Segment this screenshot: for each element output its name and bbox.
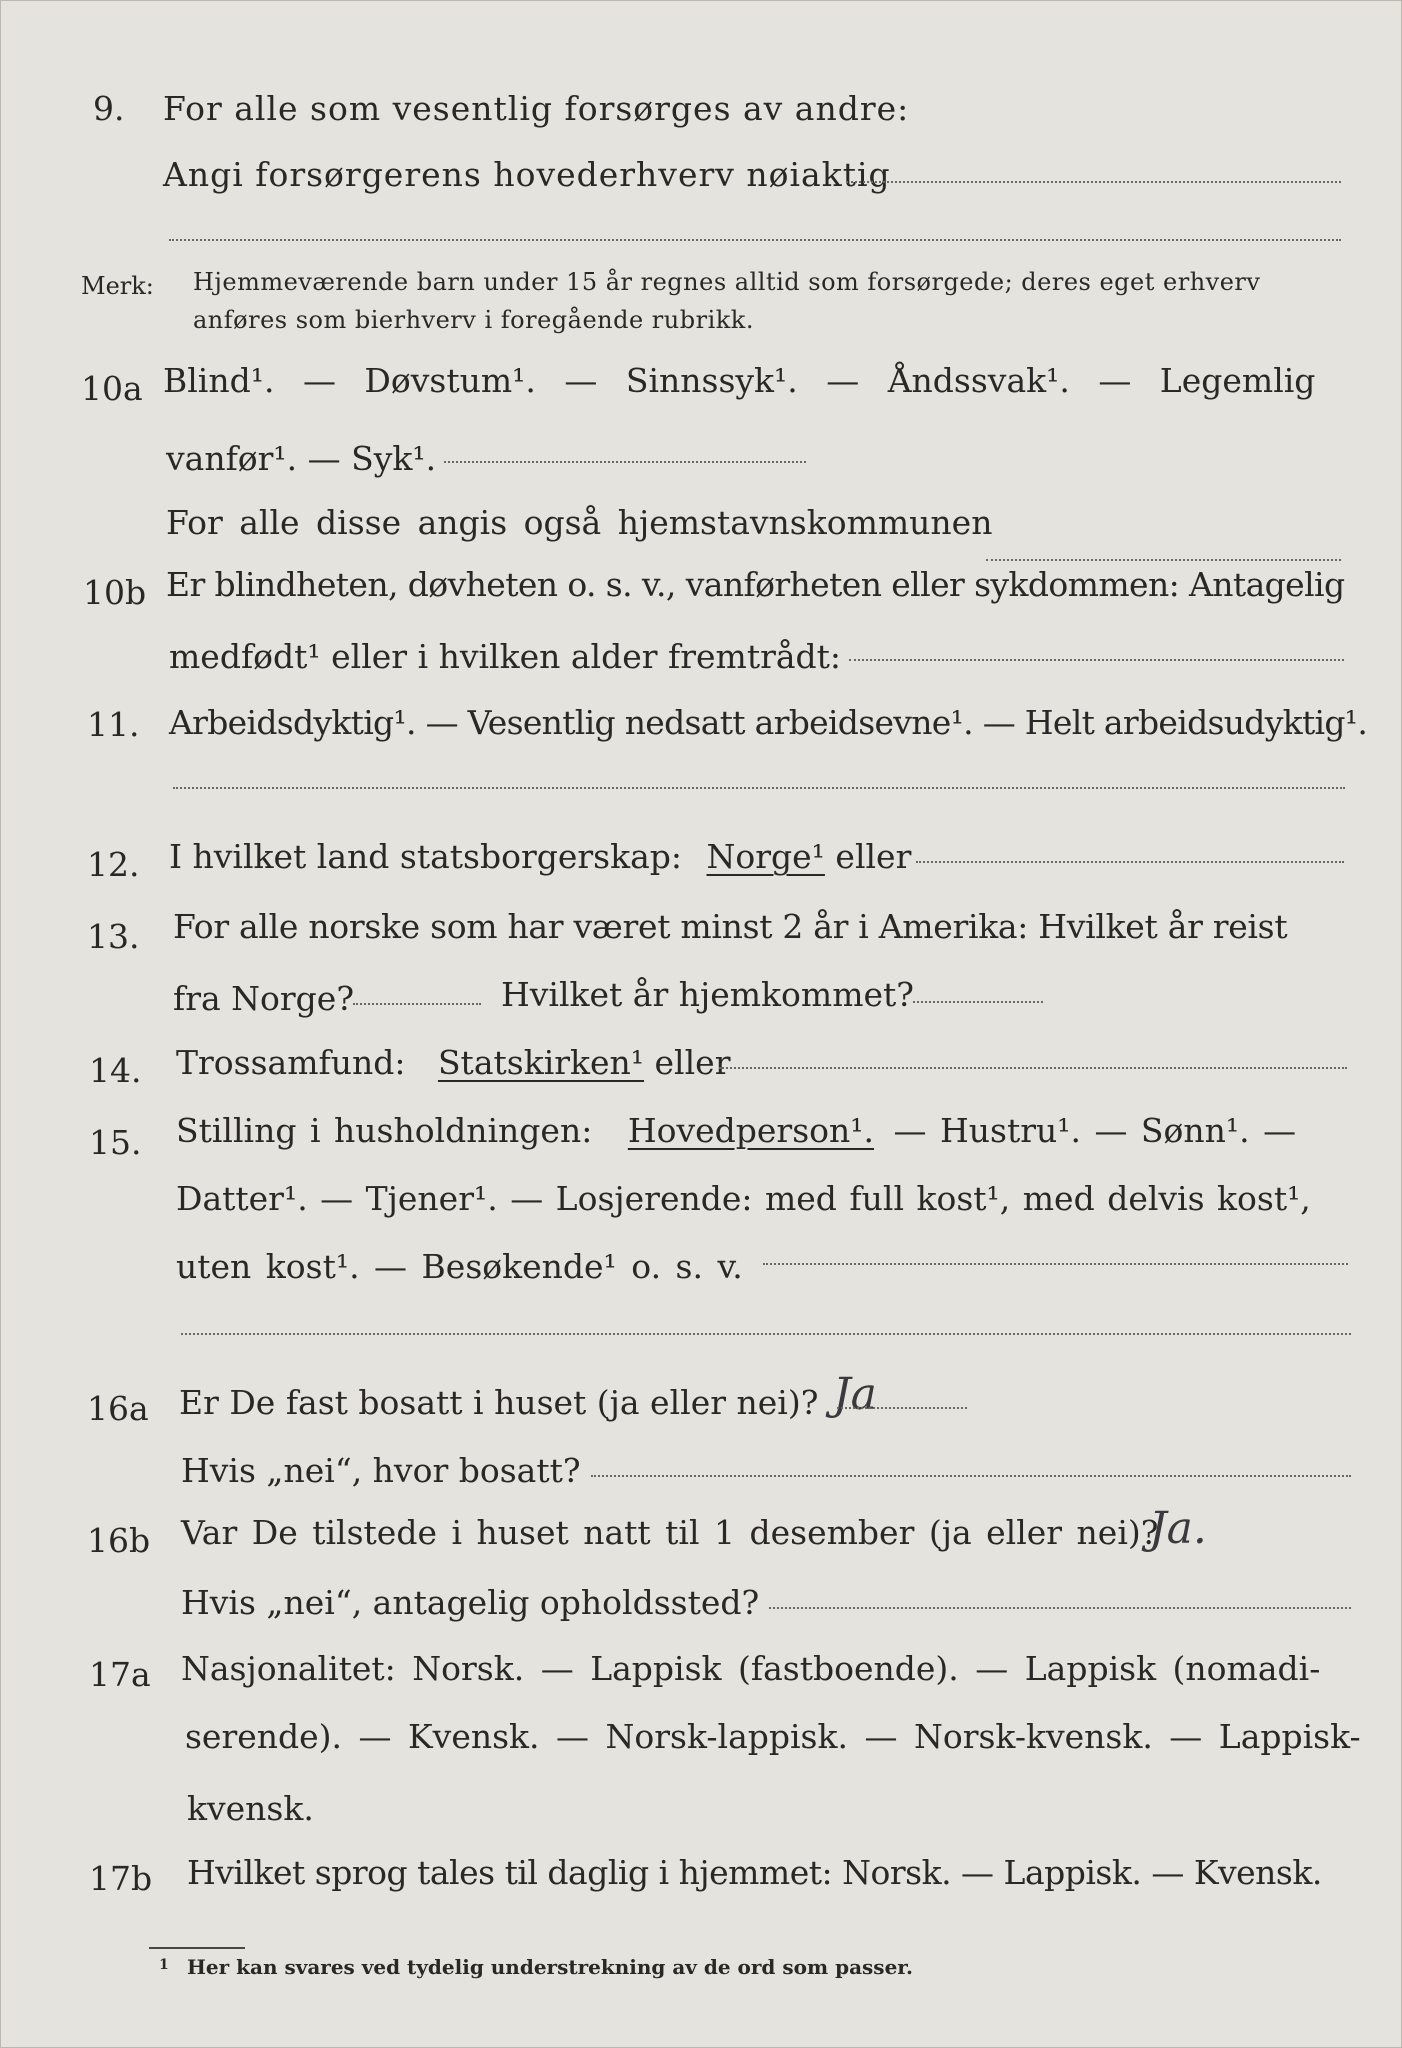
q9-line1: For alle som vesentlig forsørges av andre: (163, 89, 910, 128)
q13-line2a: fra Norge? (173, 979, 355, 1018)
q15-line2: Datter¹. — Tjener¹. — Losjerende: med full kost¹, med delvis kost¹, (176, 1179, 1311, 1218)
q10a-number: 10a (81, 369, 143, 408)
q9-number: 9. (93, 89, 125, 128)
q13-line1: For alle norske som har været minst 2 år i Amerika: Hvilket år reist (173, 907, 1288, 946)
footnote-mark: 1 (159, 1957, 169, 1973)
q13-line2b: Hvilket år hjemkommet? (501, 975, 914, 1014)
q16a-residence-field[interactable] (591, 1475, 1351, 1477)
q17b-number: 17b (89, 1859, 153, 1898)
q15-line1 (176, 1109, 1296, 1153)
q16b-handwritten-answer[interactable]: Ja. (1149, 1503, 1207, 1554)
q12-number: 12. (87, 845, 140, 884)
q15-answer-underlined[interactable]: Hovedperson¹. (627, 1111, 874, 1150)
q14-or: eller (654, 1043, 731, 1082)
q10a-hometown-field[interactable] (986, 559, 1341, 561)
q17a-line3: kvensk. (187, 1789, 314, 1828)
q10b-line2: medfødt¹ eller i hvilken alder fremtrådt: (169, 637, 842, 676)
q16a-answer-field[interactable] (837, 1407, 967, 1409)
q15-number: 15. (89, 1123, 142, 1162)
q16b-line1: Var De tilstede i huset natt til 1 desember (ja eller nei)? (181, 1513, 1159, 1552)
merk-line1: Hjemmeværende barn under 15 år regnes alltid som forsørgede; deres eget erhverv (193, 268, 1261, 296)
q14-line (176, 1041, 730, 1085)
q13-number: 13. (87, 917, 140, 956)
q16b-whereabouts-field[interactable] (769, 1607, 1351, 1609)
q16b-line2: Hvis „nei“, antagelig opholdssted? (181, 1583, 760, 1622)
q10a-answer-field[interactable] (444, 461, 806, 463)
q16a-handwritten-answer[interactable]: Ja (833, 1369, 877, 1420)
q14-number: 14. (89, 1051, 142, 1090)
q10b-answer-field[interactable] (849, 659, 1344, 661)
q15-question: Stilling i husholdningen: (176, 1111, 593, 1150)
q12-answer-underlined[interactable]: Norge¹ (706, 837, 825, 876)
q16a-line1: Er De fast bosatt i huset (ja eller nei)? (179, 1383, 819, 1422)
q11-answer-field[interactable] (173, 787, 1345, 789)
q16b-number: 16b (87, 1521, 151, 1560)
q12-or: eller (835, 837, 912, 876)
q14-other-field[interactable] (719, 1067, 1347, 1069)
q12-line (169, 835, 911, 879)
q15-other-field[interactable] (763, 1263, 1348, 1265)
q17a-line1: Nasjonalitet: Norsk. — Lappisk (fastboende). — Lappisk (nomadi- (181, 1649, 1321, 1688)
q9-line2: Angi forsørgerens hovederhverv nøiaktig (163, 155, 891, 194)
q11-line1: Arbeidsdyktig¹. — Vesentlig nedsatt arbeidsevne¹. — Helt arbeidsudyktig¹. (169, 703, 1368, 742)
q16a-line2: Hvis „nei“, hvor bosatt? (181, 1451, 581, 1490)
q10b-number: 10b (83, 573, 147, 612)
q15-options: — Hustru¹. — Sønn¹. — (893, 1111, 1297, 1150)
q16a-number: 16a (87, 1389, 149, 1428)
merk-line2: anføres som bierhverv i foregående rubrikk. (193, 306, 754, 334)
footnote-rule (149, 1947, 245, 1949)
q17b-line1: Hvilket sprog tales til daglig i hjemmet: Norsk. — Lappisk. — Kvensk. (187, 1853, 1322, 1892)
footnote-text: Her kan svares ved tydelig understrekning av de ord som passer. (187, 1955, 913, 1979)
q14-answer-underlined[interactable]: Statskirken¹ (437, 1043, 645, 1082)
q15-answer-field-2[interactable] (181, 1333, 1351, 1335)
q13-return-field[interactable] (913, 1001, 1043, 1003)
merk-label: Merk: (81, 272, 154, 300)
q10a-line2: vanfør¹. — Syk¹. (166, 439, 437, 478)
q12-question: I hvilket land statsborgerskap: (169, 837, 683, 876)
q11-number: 11. (87, 705, 140, 744)
q17a-number: 17a (89, 1655, 151, 1694)
q17a-line2: serende). — Kvensk. — Norsk-lappisk. — Norsk-kvensk. — Lappisk- (185, 1717, 1361, 1756)
q15-line3: uten kost¹. — Besøkende¹ o. s. v. (176, 1247, 743, 1286)
q10b-line1: Er blindheten, døvheten o. s. v., vanførheten eller sykdommen: Antagelig (166, 565, 1345, 604)
q12-other-field[interactable] (916, 861, 1344, 863)
q14-question: Trossamfund: (176, 1043, 406, 1082)
q10a-line1: Blind¹. — Døvstum¹. — Sinnssyk¹. — Åndssvak¹. — Legemlig (163, 361, 1316, 400)
q13-departure-field[interactable] (353, 1003, 481, 1005)
q9-answer-field-2[interactable] (169, 239, 1341, 241)
q9-answer-field[interactable] (846, 181, 1341, 183)
q10a-line3: For alle disse angis også hjemstavnskommunen (166, 503, 993, 542)
